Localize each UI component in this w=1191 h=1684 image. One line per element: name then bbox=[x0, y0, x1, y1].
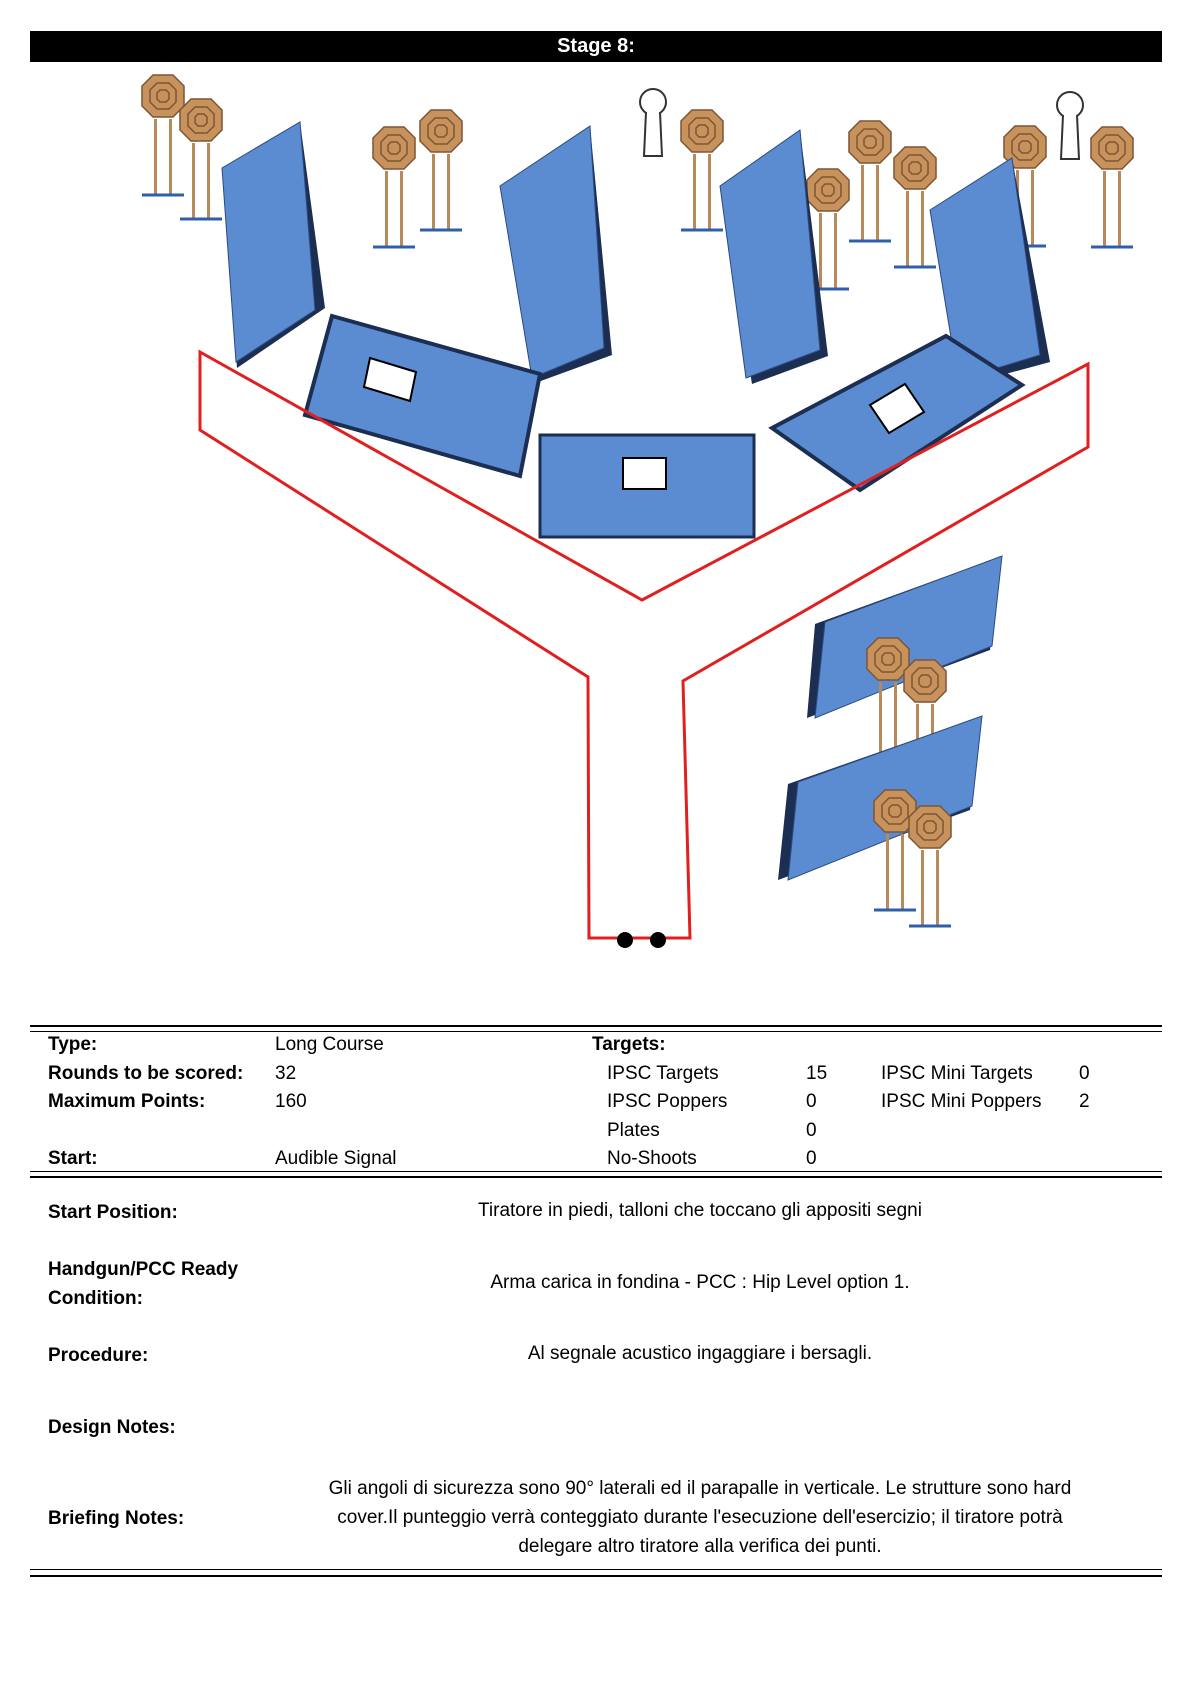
no-shoots-value: 0 bbox=[806, 1148, 817, 1169]
mini-targets-label: IPSC Mini Targets bbox=[881, 1063, 1033, 1084]
ipsc-targets-value: 15 bbox=[806, 1063, 828, 1084]
rounds-value: 32 bbox=[275, 1063, 297, 1084]
plates-label: Plates bbox=[607, 1120, 660, 1141]
type-value: Long Course bbox=[275, 1034, 384, 1055]
ipsc-target bbox=[874, 790, 916, 910]
ipsc-target bbox=[180, 99, 222, 219]
ready-condition-value: Arma carica in fondina - PCC : Hip Level option 1. bbox=[490, 1272, 910, 1293]
ipsc-target bbox=[373, 127, 415, 247]
ready-condition-label-line2: Condition: bbox=[48, 1288, 143, 1309]
ipsc-target bbox=[909, 806, 951, 926]
max-points-label: Maximum Points: bbox=[48, 1091, 206, 1112]
type-label: Type: bbox=[48, 1034, 98, 1055]
right-side-array bbox=[778, 556, 1002, 926]
targets-label: Targets: bbox=[592, 1034, 666, 1055]
briefing-line-1: Gli angoli di sicurezza sono 90° laterali ed il parapalle in verticale. Le strutture sono hard bbox=[328, 1478, 1072, 1499]
stage-diagram bbox=[0, 70, 1191, 970]
ipsc-poppers-value: 0 bbox=[806, 1091, 817, 1112]
start-value: Audible Signal bbox=[275, 1148, 397, 1169]
no-shoots-label: No-Shoots bbox=[607, 1148, 697, 1169]
ipsc-target bbox=[1091, 127, 1133, 247]
ipsc-poppers-label: IPSC Poppers bbox=[607, 1091, 728, 1112]
rounds-label: Rounds to be scored: bbox=[48, 1063, 244, 1084]
wall-1 bbox=[222, 122, 315, 362]
briefing-line-3: delegare altro tiratore alla verifica dei punti. bbox=[518, 1536, 882, 1557]
ipsc-target bbox=[142, 75, 184, 195]
mini-poppers-value: 2 bbox=[1079, 1091, 1090, 1112]
procedure-value: Al segnale acustico ingaggiare i bersagli. bbox=[527, 1343, 873, 1364]
ipsc-target bbox=[894, 147, 936, 267]
ipsc-targets-label: IPSC Targets bbox=[607, 1063, 719, 1084]
ipsc-target bbox=[420, 110, 462, 230]
mini-popper bbox=[1057, 92, 1083, 159]
mini-popper bbox=[640, 89, 666, 156]
mini-poppers-label: IPSC Mini Poppers bbox=[881, 1091, 1042, 1112]
ipsc-target bbox=[681, 110, 723, 230]
start-position-label: Start Position: bbox=[48, 1202, 178, 1223]
wall-2 bbox=[500, 126, 604, 378]
briefing-line-2: cover.Il punteggio verrà conteggiato durante l'esecuzione dell'esercizio; il tiratore potrà bbox=[337, 1507, 1063, 1528]
ready-condition-label-line1: Handgun/PCC Ready bbox=[48, 1259, 239, 1280]
start-position-value: Tiratore in piedi, talloni che toccano gli appositi segni bbox=[478, 1200, 922, 1221]
start-position-marker bbox=[617, 932, 633, 948]
design-notes-label: Design Notes: bbox=[48, 1417, 176, 1438]
briefing-notes-label: Briefing Notes: bbox=[48, 1508, 185, 1529]
window-center bbox=[623, 458, 666, 489]
ipsc-target bbox=[867, 638, 909, 758]
stage-title: Stage 8: bbox=[30, 31, 1162, 62]
plates-value: 0 bbox=[806, 1120, 817, 1141]
wall-3 bbox=[720, 130, 820, 378]
procedure-label: Procedure: bbox=[48, 1345, 149, 1366]
mini-targets-value: 0 bbox=[1079, 1063, 1090, 1084]
ipsc-target bbox=[849, 121, 891, 241]
wall-window-left bbox=[305, 316, 540, 476]
max-points-value: 160 bbox=[275, 1091, 307, 1112]
start-position-marker bbox=[650, 932, 666, 948]
start-label: Start: bbox=[48, 1148, 98, 1169]
